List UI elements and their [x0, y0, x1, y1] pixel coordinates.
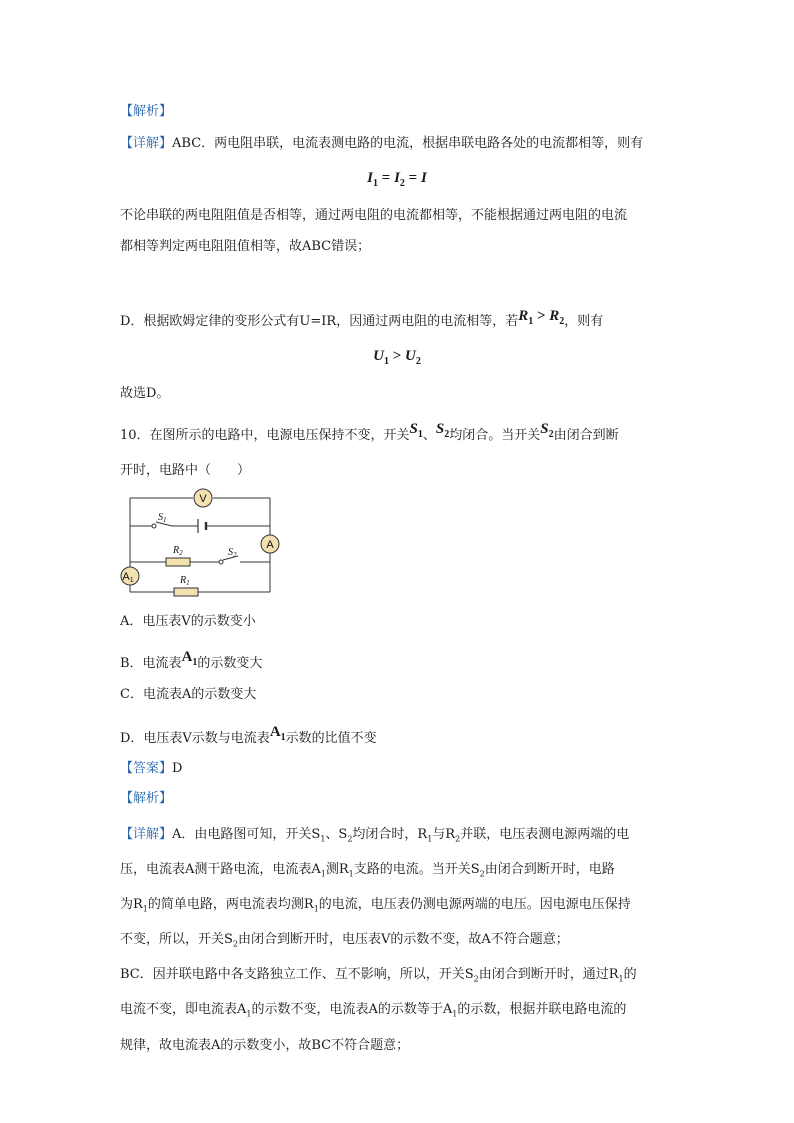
ammeter-a1-label: A1: [122, 571, 134, 584]
detail-paragraph-1: 【详解】ABC．两电阻串联，电流表测电路的电流，根据串联电路各处的电流都相等，则有: [120, 136, 644, 151]
equation-current-equal: $I_1 = I_2 = I$: [367, 170, 427, 189]
switch-s2-contact: [219, 560, 223, 564]
detail2-line-3: 为$R_1$的简单电路，两电流表均测$R_1$的电流，电压表仍测电源两端的电压。因电源电压保持: [120, 897, 631, 914]
paragraph-2: 不论串联的两电阻阻值是否相等，通过两电阻的电流都相等，不能根据通过两电阻的电流 都相等判定两电阻阻值相等，故ABC错误；: [120, 208, 628, 254]
detail2-line-4: 不变，所以，开关$S_2$由闭合到断开时，电压表V的示数不变，故A不符合题意；: [120, 932, 569, 949]
detail2-line-1: 【详解】A．由电路图可知，开关$S_1$、$S_2$均闭合时，$R_1$与$R_2$并联，电压表测电源两端的电: [120, 827, 630, 844]
analysis-heading: 【解析】: [120, 104, 173, 119]
label-s2: $S_2$: [228, 547, 237, 559]
resistor-r1: [174, 588, 198, 596]
paragraph-3: D．根据欧姆定律的变形公式有U=IR，因通过两电阻的电流相等，若$R_1 > R_2$，则有: [120, 308, 604, 329]
voltmeter-v-label: V: [199, 493, 207, 505]
label-s1: $S_1$: [158, 512, 167, 524]
circuit-diagram: [118, 488, 280, 600]
choice-statement: 故选D。: [120, 386, 170, 401]
answer-line: 【答案】D: [120, 761, 183, 776]
detail2-line-5: BC．因并联电路中各支路独立工作、互不影响，所以，开关$S_2$由闭合到断开时，通过$R_1$的: [120, 967, 637, 984]
label-r1: $R_1$: [180, 575, 190, 587]
detail-paragraph-2: [120, 820, 680, 1061]
option-c: C．电流表A的示数变大: [120, 687, 257, 702]
question-10: 10．在图所示的电路中，电源电压保持不变，开关$S_1$、$S_2$均闭合。当开关$S_2$由闭合到断 开时，电路中（ ）: [120, 421, 619, 478]
option-d: D．电压表V示数与电流表$A_1$示数的比值不变: [120, 724, 377, 746]
option-a: A．电压表V的示数变小: [120, 614, 256, 629]
analysis-heading-2: 【解析】: [120, 791, 173, 806]
switch-s1-contact: [152, 524, 156, 528]
resistor-r2: [166, 558, 190, 566]
detail2-line-2: 压，电流表A测干路电流，电流表$A_1$测$R_1$支路的电流。当开关$S_2$由闭合到断开时，电路: [120, 862, 615, 879]
detail2-line-6: 电流不变，即电流表$A_1$的示数不变，电流表A的示数等于$A_1$的示数，根据并联电路电流的: [120, 1002, 627, 1020]
option-b: B．电流表$A_1$的示数变大: [120, 649, 263, 671]
equation-voltage-compare: $U_1 > U_2$: [373, 348, 421, 367]
ammeter-a-label: A: [266, 539, 274, 551]
label-r2: $R_2$: [173, 545, 183, 557]
detail2-line-7: 规律，故电流表A的示数变小，故BC不符合题意；: [120, 1037, 410, 1053]
